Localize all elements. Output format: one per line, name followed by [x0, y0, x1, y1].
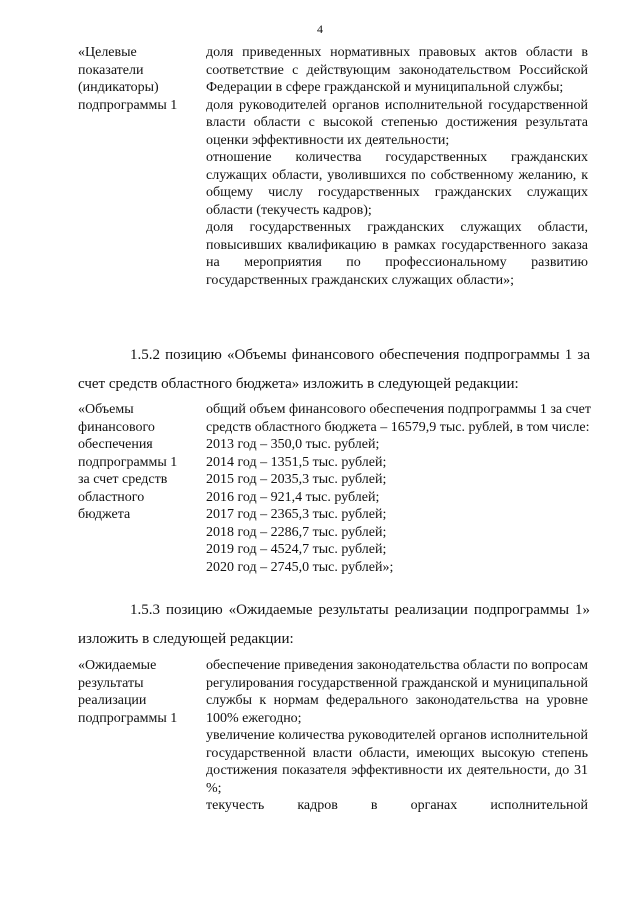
label-line: финансового — [78, 419, 155, 435]
result-item: текучесть кадров в органах исполнительной — [206, 798, 588, 813]
funding-year-item: 2013 год – 350,0 тыс. рублей; — [206, 437, 380, 452]
funding-intro: общий объем финансового обеспечения подпрограммы 1 за счет средств областного бюджета – 16579,9 тыс. рублей, в том числе: — [206, 402, 591, 435]
paragraph-text: 1.5.2 позицию «Объемы финансового обеспечения подпрограммы 1 за счет средств областного бюджета» изложить в следующей редакции: — [78, 347, 590, 392]
indicator-item: доля государственных гражданских служащих области, повысивших квалификацию в рамках государственного заказа на мероприятия по профессиональному развитию государственных гражданских служащих области»; — [206, 220, 588, 288]
funding-year-item: 2014 год – 1351,5 тыс. рублей; — [206, 454, 387, 470]
label-line: показатели — [78, 62, 144, 78]
label-line: (индикаторы) — [78, 80, 159, 95]
label-line: «Ожидаемые — [78, 658, 157, 673]
funding-year-item: 2019 год – 4524,7 тыс. рублей; — [206, 542, 387, 557]
indicator-item: доля руководителей органов исполнительной государственной власти области с высокой степенью достижения результата оценки эффективности их деятельности; — [206, 97, 588, 148]
label-line: «Целевые — [78, 45, 137, 60]
label-line: бюджета — [78, 507, 131, 522]
result-item: обеспечение приведения законодательства области по вопросам регулирования государственной гражданской и муниципальной службы к нормам федерального законодательства на уровне 100% ежегодно; — [206, 658, 589, 726]
section3-content — [206, 657, 588, 815]
section2-content — [206, 401, 594, 576]
funding-years-list — [206, 436, 594, 576]
paragraph-1-5-2 — [78, 341, 590, 399]
indicator-item: доля приведенных нормативных правовых актов области в соответствие с действующим законодательством Российской Федерации в сфере гражданской и муниципальной службы; — [206, 45, 588, 95]
paragraph-text: 1.5.3 позицию «Ожидаемые результаты реализации подпрограммы 1» изложить в следующей редакции: — [78, 602, 590, 647]
section1-label — [78, 44, 177, 114]
label-line: обеспечения — [78, 437, 153, 452]
section2-label — [78, 401, 177, 524]
result-item: увеличение количества руководителей органов исполнительной государственной власти области, имеющих высокую степень достижения показателя эффективности их деятельности, до 31 %; — [206, 728, 588, 796]
label-line: «Объемы — [78, 402, 134, 417]
funding-year-item: 2016 год – 921,4 тыс. рублей; — [206, 489, 380, 505]
label-line: подпрограммы 1 — [78, 97, 178, 113]
funding-year-item: 2015 год – 2035,3 тыс. рублей; — [206, 472, 387, 487]
label-line: за счет средств — [78, 472, 168, 487]
indicator-item: отношение количества государственных гражданских служащих области, уволившихся по собственному желанию, к общему числу государственных гражданских служащих области (текучесть кадров); — [206, 150, 588, 218]
label-line: подпрограммы 1 — [78, 710, 178, 726]
label-line: реализации — [78, 693, 147, 708]
label-line: подпрограммы 1 — [78, 454, 178, 470]
label-line: областного — [78, 489, 145, 505]
funding-year-item: 2018 год – 2286,7 тыс. рублей; — [206, 524, 387, 540]
page-number: 4 — [317, 22, 323, 36]
paragraph-1-5-3 — [78, 596, 590, 654]
section1-content — [206, 44, 588, 289]
funding-year-item: 2017 год – 2365,3 тыс. рублей; — [206, 507, 387, 522]
section3-label — [78, 657, 177, 727]
label-line: результаты — [78, 675, 144, 691]
funding-year-item: 2020 год – 2745,0 тыс. рублей»; — [206, 559, 394, 575]
